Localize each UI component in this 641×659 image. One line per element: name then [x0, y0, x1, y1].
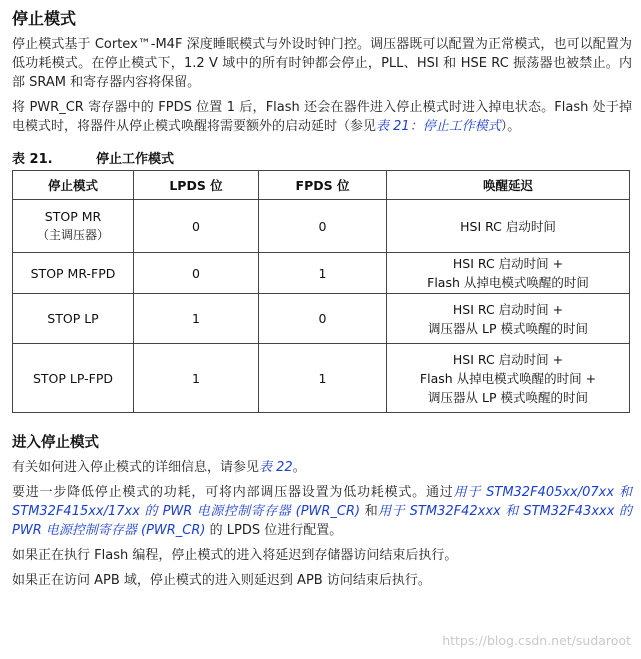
table-row	[13, 344, 630, 413]
mode-name: STOP MR	[44, 209, 102, 224]
enter-p3: 如果正在执行 Flash 编程，停止模式的进入将延迟到存储器访问结束后执行。	[12, 548, 458, 563]
enter-p2-mid: 和	[360, 504, 379, 519]
fpds-paragraph	[12, 98, 632, 136]
wake-line: HSI RC 启动时间	[460, 218, 556, 234]
mode-cell: STOP LP-FPD	[13, 344, 134, 413]
table21-link[interactable]: 表 21：停止工作模式	[376, 119, 501, 134]
pwr-cr-link-1[interactable]: 用于 STM32F405xx/07xx 和 STM32F415xx/17xx 的 PWR 电源控制寄存器 (PWR_CR)	[12, 485, 632, 519]
wake-line: Flash 从掉电模式唤醒的时间	[427, 275, 589, 290]
wake-cell	[387, 344, 630, 413]
table-number: 表 21.	[12, 152, 53, 167]
header-wakeup: 唤醒延迟	[387, 171, 630, 200]
table-row	[13, 294, 630, 344]
enter-stop-title: 进入停止模式	[12, 435, 99, 451]
wake-line: 调压器从 LP 模式唤醒的时间	[428, 320, 588, 336]
wake-cell	[387, 253, 630, 294]
enter-p4: 如果正在访问 APB 域，停止模式的进入则延迟到 APB 访问结束后执行。	[12, 573, 431, 588]
fpds-cell: 0	[259, 294, 387, 344]
table-title: 停止工作模式	[96, 152, 175, 167]
document-page	[12, 6, 632, 596]
mode-cell: STOP LP	[13, 294, 134, 344]
mode-cell	[13, 200, 134, 253]
lpds-cell: 1	[134, 294, 259, 344]
table22-link[interactable]: 表 22	[259, 460, 293, 475]
enter-p1-text: 有关如何进入停止模式的详细信息，请参见	[12, 460, 260, 475]
header-lpds: LPDS 位	[134, 171, 259, 200]
lpds-cell: 0	[134, 253, 259, 294]
wake-cell	[387, 294, 630, 344]
header-stop-mode: 停止模式	[13, 171, 134, 200]
wake-cell	[387, 200, 630, 253]
intro-paragraph: 停止模式基于 Cortex™-M4F 深度睡眠模式与外设时钟门控。调压器既可以配置为正常模式，也可以配置为低功耗模式。在停止模式下，1.2 V 域中的所有时钟都会停止，PLL、HSI 和 HSE RC 振荡器也被禁止。内部 SRAM 和寄存器内容将保留。	[12, 37, 632, 90]
mode-cell: STOP MR-FPD	[13, 253, 134, 294]
stop-mode-table	[12, 170, 630, 413]
wake-line: Flash 从掉电模式唤醒的时间 +	[419, 370, 597, 386]
wake-line: HSI RC 启动时间 +	[452, 256, 564, 271]
lpds-cell: 0	[134, 200, 259, 253]
mode-sub: （主调压器）	[36, 228, 109, 242]
pwr-cr-link-2[interactable]: 用于 STM32F42xxx 和 STM32F43xxx 的 PWR 电源控制寄存器 (PWR_CR)	[12, 504, 632, 538]
table-row	[13, 200, 630, 253]
fpds-cell: 0	[259, 200, 387, 253]
wake-line: 调压器从 LP 模式唤醒的时间	[428, 389, 588, 405]
watermark: https://blog.csdn.net/sudaroot	[442, 633, 631, 648]
table-row	[13, 253, 630, 294]
enter-p1-end: 。	[292, 460, 306, 475]
fpds-cell: 1	[259, 344, 387, 413]
section-title: 停止模式	[12, 9, 77, 28]
fpds-cell: 1	[259, 253, 387, 294]
header-fpds: FPDS 位	[259, 171, 387, 200]
enter-p2-text: 要进一步降低停止模式的功耗，可将内部调压器设置为低功耗模式。通过	[12, 485, 454, 500]
enter-p2-end: 的 LPDS 位进行配置。	[205, 523, 343, 538]
table-caption	[12, 148, 632, 167]
lpds-cell: 1	[134, 344, 259, 413]
enter-p1	[12, 458, 632, 477]
enter-p2	[12, 483, 632, 540]
fpds-text: 将 PWR_CR 寄存器中的 FPDS 位置 1 后，Flash 还会在器件进入停止模式时进入掉电状态。Flash 处于掉电模式时，将器件从停止模式唤醒将需要额外的启动延时（参见	[12, 100, 632, 134]
fpds-end: ）。	[500, 119, 521, 134]
wake-line: HSI RC 启动时间 +	[452, 301, 564, 317]
table-header-row	[13, 171, 630, 200]
wake-line: HSI RC 启动时间 +	[452, 351, 564, 367]
